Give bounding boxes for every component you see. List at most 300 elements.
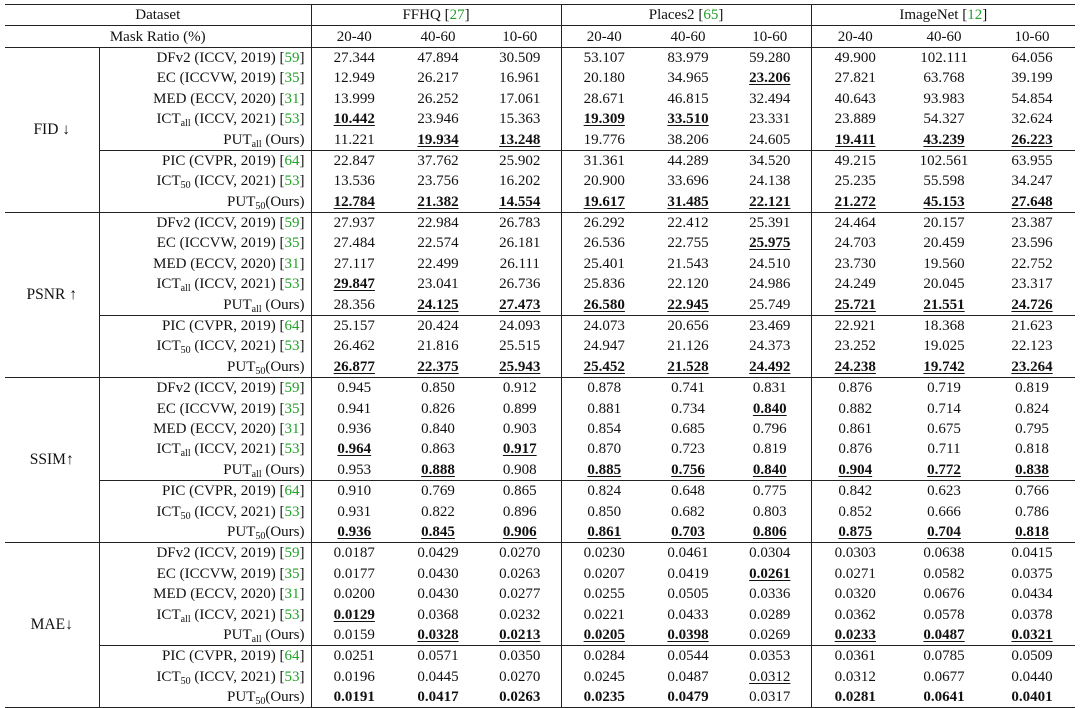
value-cell	[811, 604, 899, 624]
value-cell	[989, 129, 1075, 150]
method-subscript: all	[180, 448, 191, 460]
value-cell	[989, 212, 1075, 233]
metric-value: 0.0270	[499, 545, 541, 562]
metric-value: 0.703	[671, 523, 705, 540]
table-row	[5, 419, 1075, 439]
value-cell	[479, 625, 561, 646]
metric-value: 24.073	[583, 318, 625, 335]
metric-value: 23.206	[749, 70, 791, 87]
value-cell	[479, 294, 561, 315]
value-cell	[729, 357, 811, 378]
table-row	[5, 378, 1075, 399]
value-cell	[311, 47, 397, 68]
metric-value: 0.845	[421, 523, 455, 540]
metric-label: SSIM↑	[5, 378, 99, 543]
metric-value: 0.840	[421, 421, 455, 437]
metric-value: 0.0544	[667, 648, 709, 665]
metric-value: 24.947	[583, 338, 625, 355]
value-cell	[899, 129, 989, 150]
method-subscript: all	[251, 633, 262, 645]
value-cell	[479, 439, 561, 459]
value-cell	[989, 192, 1075, 213]
metric-value: 24.510	[749, 255, 791, 272]
method-cell	[99, 625, 311, 646]
metric-value: 64.056	[1011, 49, 1053, 66]
value-cell	[899, 667, 989, 687]
value-cell	[479, 398, 561, 418]
method-subscript: 50	[180, 180, 191, 192]
value-cell	[811, 294, 899, 315]
header-row-datasets	[5, 5, 1075, 26]
metric-value: 26.292	[583, 215, 625, 232]
table-row	[5, 336, 1075, 356]
value-cell	[479, 646, 561, 667]
metric-value: 19.309	[583, 111, 625, 128]
value-cell	[311, 667, 397, 687]
metric-value: 0.0429	[417, 545, 459, 562]
metric-value: 46.815	[667, 90, 709, 107]
method-name: ICT	[156, 503, 181, 520]
metric-value: 0.0159	[333, 626, 375, 643]
metric-value: 0.0196	[333, 668, 375, 685]
value-cell	[561, 667, 647, 687]
value-cell	[729, 522, 811, 543]
value-cell	[811, 625, 899, 646]
metric-value: 0.885	[587, 461, 622, 478]
value-cell	[729, 336, 811, 356]
value-cell	[899, 584, 989, 604]
metric-value: 0.0284	[583, 648, 625, 665]
method-cell	[99, 522, 311, 543]
metric-value: 0.818	[1015, 523, 1049, 540]
method-name: ICT	[156, 338, 181, 355]
value-cell	[479, 501, 561, 521]
value-cell	[311, 584, 397, 604]
value-cell	[397, 419, 479, 439]
value-cell	[899, 68, 989, 88]
value-cell	[729, 68, 811, 88]
value-cell	[397, 584, 479, 604]
value-cell	[311, 212, 397, 233]
metric-value: 22.121	[749, 193, 791, 210]
value-cell	[397, 604, 479, 624]
metric-value: 0.945	[337, 380, 372, 397]
metric-value: 31.485	[667, 193, 709, 210]
value-cell	[647, 687, 729, 708]
method-cell: DFv2 (ICCV, 2019) [59]	[99, 378, 311, 399]
table-row	[5, 357, 1075, 378]
metric-value: 49.215	[834, 152, 876, 169]
value-cell	[899, 315, 989, 336]
citation-ref: 59	[284, 380, 300, 397]
method-cell	[99, 460, 311, 481]
value-cell	[729, 687, 811, 708]
value-cell	[729, 109, 811, 129]
value-cell	[311, 274, 397, 294]
value-cell	[647, 604, 729, 624]
value-cell	[647, 192, 729, 213]
ratio-header: 40-60	[647, 26, 729, 47]
method-name: ICT	[156, 276, 181, 293]
value-cell	[397, 171, 479, 191]
value-cell	[397, 480, 479, 501]
metric-value: 22.755	[667, 235, 709, 252]
metric-value: 45.153	[923, 193, 965, 210]
metric-value: 21.551	[923, 296, 965, 313]
value-cell	[811, 254, 899, 274]
metric-value: 0.906	[502, 523, 537, 540]
metric-value: 0.941	[337, 400, 372, 417]
value-cell	[647, 150, 729, 171]
results-body	[5, 47, 1075, 708]
value-cell	[647, 47, 729, 68]
metric-value: 25.836	[583, 276, 625, 293]
metric-value: 0.0479	[667, 689, 709, 706]
metric-value: 0.0304	[749, 545, 791, 562]
value-cell	[899, 274, 989, 294]
metric-value: 0.623	[927, 483, 961, 500]
metric-value: 19.560	[923, 255, 965, 272]
metric-value: 0.0398	[667, 626, 709, 643]
value-cell	[729, 460, 811, 481]
table-row	[5, 625, 1075, 646]
table-row	[5, 667, 1075, 687]
method-name: MED (ECCV, 2020)	[153, 255, 280, 272]
citation-ref: 12	[967, 7, 983, 24]
value-cell	[811, 543, 899, 564]
metric-value: 18.368	[923, 318, 965, 335]
method-cell	[99, 129, 311, 150]
metric-value: 14.554	[499, 193, 541, 210]
metric-value: 0.0368	[417, 606, 459, 623]
metric-value: 19.025	[923, 338, 965, 355]
metric-value: 25.391	[749, 215, 791, 232]
value-cell	[561, 274, 647, 294]
method-cell: $ICT_{50}$ (ICCV, 2021) [53]	[99, 171, 311, 191]
metric-label: FID ↓	[5, 47, 99, 212]
metric-value: 10.442	[333, 111, 375, 128]
value-cell	[561, 129, 647, 150]
value-cell	[811, 150, 899, 171]
metric-value: 0.0487	[667, 668, 709, 685]
method-cell	[99, 294, 311, 315]
metric-value: 0.910	[337, 483, 372, 500]
method-name: PUT	[223, 626, 252, 643]
value-cell	[311, 89, 397, 109]
value-cell	[479, 687, 561, 708]
method-cell: PIC (CVPR, 2019) [64]	[99, 150, 311, 171]
dataset-name: Places2	[648, 7, 695, 24]
value-cell	[479, 419, 561, 439]
method-cell: DFv2 (ICCV, 2019) [59]	[99, 47, 311, 68]
metric-value: 16.961	[499, 70, 541, 87]
method-subscript: 50	[255, 365, 266, 377]
value-cell	[561, 212, 647, 233]
value-cell	[989, 109, 1075, 129]
method-subscript: 50	[255, 696, 266, 708]
value-cell	[899, 439, 989, 459]
metric-value: 21.543	[667, 255, 709, 272]
metric-value: 54.854	[1011, 90, 1053, 107]
metric-value: 0.0361	[834, 648, 876, 665]
value-cell	[397, 68, 479, 88]
metric-value: 22.499	[417, 255, 459, 272]
value-cell	[729, 192, 811, 213]
value-cell	[561, 419, 647, 439]
metric-value: 0.850	[421, 380, 455, 397]
value-cell	[561, 233, 647, 253]
dataset-name: FFHQ	[402, 7, 441, 24]
metric-value: 20.900	[583, 173, 625, 190]
metric-value: 23.730	[834, 255, 876, 272]
metric-value: 0.0638	[923, 545, 965, 562]
metric-value: 24.703	[834, 235, 876, 252]
value-cell	[647, 233, 729, 253]
value-cell	[397, 357, 479, 378]
value-cell	[647, 646, 729, 667]
metric-value: 0.0440	[1011, 668, 1053, 685]
value-cell	[397, 150, 479, 171]
value-cell	[899, 89, 989, 109]
value-cell	[811, 378, 899, 399]
method-subscript: 50	[180, 345, 191, 357]
metric-value: 0.0263	[499, 689, 541, 706]
value-cell	[479, 129, 561, 150]
metric-value: 0.0129	[333, 606, 375, 623]
metric-value: 102.561	[919, 152, 969, 169]
metric-value: 0.0578	[923, 606, 965, 623]
method-cell	[99, 192, 311, 213]
ratio-header: 20-40	[311, 26, 397, 47]
value-cell	[989, 687, 1075, 708]
metric-value: 0.0187	[333, 545, 375, 562]
value-cell	[989, 150, 1075, 171]
metric-value: 22.120	[667, 276, 709, 293]
metric-value: 0.953	[337, 461, 372, 478]
value-cell	[561, 439, 647, 459]
citation-ref: 65	[703, 7, 719, 24]
metric-value: 23.331	[749, 111, 791, 128]
method-cell: $ICT_{50}$ (ICCV, 2021) [53]	[99, 336, 311, 356]
metric-value: 0.711	[927, 441, 961, 458]
metric-value: 28.671	[583, 90, 625, 107]
ratio-header: 20-40	[561, 26, 647, 47]
method-venue: (ICCV, 2021)	[190, 606, 280, 623]
metric-label: PSNR ↑	[5, 212, 99, 377]
metric-value: 23.252	[834, 338, 876, 355]
value-cell	[561, 192, 647, 213]
value-cell	[561, 357, 647, 378]
value-cell	[647, 109, 729, 129]
metric-value: 0.0434	[1011, 586, 1053, 603]
value-cell	[311, 233, 397, 253]
metric-value: 63.955	[1011, 152, 1053, 169]
value-cell	[397, 129, 479, 150]
metric-value: 26.111	[499, 255, 540, 272]
metric-value: 0.824	[587, 483, 622, 500]
method-cell	[99, 687, 311, 708]
method-venue: (ICCV, 2021)	[190, 441, 280, 458]
metric-value: 0.822	[421, 503, 455, 520]
value-cell	[899, 47, 989, 68]
method-name: PIC (CVPR, 2019)	[161, 483, 280, 500]
metric-value: 22.847	[333, 152, 375, 169]
value-cell	[479, 47, 561, 68]
value-cell	[729, 564, 811, 584]
value-cell	[397, 646, 479, 667]
metric-value: 0.795	[1015, 421, 1049, 437]
value-cell	[397, 439, 479, 459]
value-cell	[561, 480, 647, 501]
value-cell	[561, 584, 647, 604]
value-cell	[561, 294, 647, 315]
value-cell	[479, 378, 561, 399]
value-cell	[647, 315, 729, 336]
ratio-header: 40-60	[397, 26, 479, 47]
value-cell	[479, 68, 561, 88]
metric-value: 40.643	[834, 90, 876, 107]
table-row	[5, 315, 1075, 336]
value-cell	[311, 129, 397, 150]
value-cell	[397, 336, 479, 356]
value-cell	[899, 604, 989, 624]
method-cell: MED (ECCV, 2020) [31]	[99, 254, 311, 274]
metric-value: 24.605	[749, 131, 791, 148]
value-cell	[311, 336, 397, 356]
metric-value: 0.0328	[417, 626, 459, 643]
method-cell	[99, 357, 311, 378]
citation-ref: 53	[284, 173, 300, 190]
value-cell	[989, 625, 1075, 646]
method-subscript: 50	[180, 675, 191, 687]
method-cell: $ICT_{all}$ (ICCV, 2021) [53]	[99, 439, 311, 459]
metric-value: 26.877	[333, 358, 375, 375]
citation-ref: 31	[284, 90, 300, 107]
metric-value: 22.375	[417, 358, 459, 375]
value-cell	[311, 480, 397, 501]
metric-value: 0.838	[1015, 461, 1049, 478]
value-cell	[647, 336, 729, 356]
table-row	[5, 646, 1075, 667]
metric-value: 0.936	[337, 523, 372, 540]
metric-label: MAE↓	[5, 543, 99, 708]
value-cell	[561, 47, 647, 68]
metric-value: 24.986	[749, 276, 791, 293]
citation-ref: 53	[284, 606, 300, 623]
method-subscript: all	[251, 303, 262, 315]
metric-value: 19.934	[417, 131, 459, 148]
value-cell	[397, 625, 479, 646]
value-cell	[989, 584, 1075, 604]
metric-value: 0.796	[752, 421, 787, 437]
method-cell: MED (ECCV, 2020) [31]	[99, 584, 311, 604]
value-cell	[561, 646, 647, 667]
value-cell	[899, 564, 989, 584]
metric-value: 15.363	[499, 111, 541, 128]
value-cell	[311, 501, 397, 521]
value-cell	[647, 625, 729, 646]
metric-value: 26.580	[583, 296, 625, 313]
metric-value: 27.484	[333, 235, 375, 252]
citation-ref: 53	[284, 668, 300, 685]
metric-value: 0.0235	[583, 689, 625, 706]
metric-value: 0.842	[838, 483, 873, 500]
metric-value: 0.734	[671, 400, 705, 417]
metric-value: 0.0417	[417, 689, 459, 706]
metric-value: 11.221	[333, 131, 375, 148]
metric-value: 27.117	[333, 255, 375, 272]
value-cell	[311, 378, 397, 399]
value-cell	[729, 378, 811, 399]
value-cell	[899, 501, 989, 521]
metric-value: 0.0336	[749, 586, 791, 603]
metric-value: 0.863	[421, 441, 455, 458]
header-row-ratios	[5, 26, 1075, 47]
method-subscript: all	[251, 138, 262, 150]
metric-value: 0.0430	[417, 586, 459, 603]
value-cell	[479, 667, 561, 687]
metric-value: 28.356	[333, 296, 375, 313]
metric-value: 0.850	[587, 503, 622, 520]
value-cell	[561, 336, 647, 356]
metric-value: 0.899	[502, 400, 537, 417]
value-cell	[729, 667, 811, 687]
value-cell	[397, 667, 479, 687]
citation-ref: 59	[284, 49, 300, 66]
metric-value: 0.682	[671, 503, 705, 520]
metric-value: 21.816	[417, 338, 459, 355]
metric-value: 22.412	[667, 215, 709, 232]
value-cell	[397, 315, 479, 336]
dataset-header-places2: Places2 [65]	[561, 5, 811, 26]
metric-value: 0.824	[1015, 400, 1049, 417]
metric-value: 0.861	[838, 421, 873, 437]
method-venue: (ICCV, 2021)	[190, 338, 280, 355]
metric-value: 0.766	[1015, 483, 1049, 500]
metric-value: 0.0509	[1011, 648, 1053, 665]
metric-value: 23.946	[417, 111, 459, 128]
metric-value: 27.344	[333, 49, 375, 66]
metric-value: 0.896	[502, 503, 537, 520]
value-cell	[311, 254, 397, 274]
metric-value: 0.0289	[749, 606, 791, 623]
dataset-header-label: Dataset	[5, 5, 311, 26]
metric-value: 0.0317	[749, 689, 791, 706]
value-cell	[479, 522, 561, 543]
citation-ref: 35	[284, 400, 300, 417]
metric-value: 27.473	[499, 296, 541, 313]
method-venue: (Ours)	[261, 626, 305, 643]
metric-value: 0.903	[502, 421, 537, 437]
value-cell	[811, 171, 899, 191]
metric-value: 0.0221	[583, 606, 625, 623]
metric-value: 13.536	[333, 173, 375, 190]
value-cell	[479, 212, 561, 233]
value-cell	[989, 89, 1075, 109]
metric-value: 0.831	[752, 380, 787, 397]
metric-value: 0.875	[838, 523, 873, 540]
metric-value: 25.943	[499, 358, 541, 375]
citation-ref: 31	[284, 255, 300, 272]
metric-value: 0.0303	[834, 545, 876, 562]
metric-value: 0.0321	[1011, 626, 1053, 643]
metric-value: 0.876	[838, 441, 873, 458]
method-venue: (Ours)	[261, 461, 305, 478]
value-cell	[899, 522, 989, 543]
metric-value: 24.249	[834, 276, 876, 293]
metric-value: 26.223	[1011, 131, 1053, 148]
method-cell: EC (ICCVW, 2019) [35]	[99, 564, 311, 584]
